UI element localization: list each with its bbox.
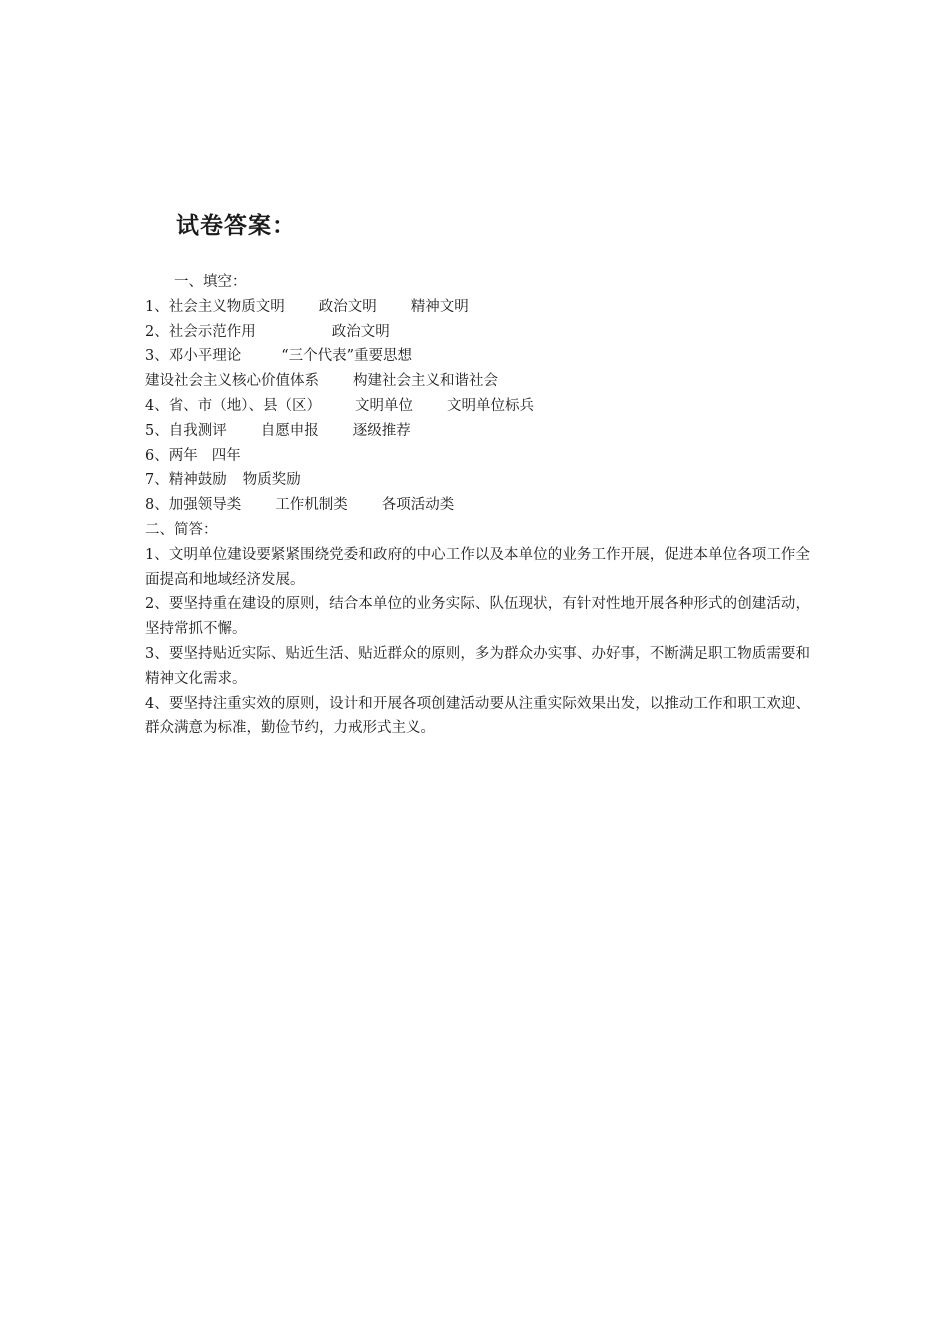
fill-item-4-part-2: 文明单位 — [354, 397, 413, 414]
fill-item-3-part-3: 建设社会主义核心价值体系 — [145, 373, 319, 390]
fill-item-7-part-1: 7、精神鼓励 — [145, 472, 227, 489]
answer-content — [145, 270, 810, 741]
fill-item-2 — [145, 320, 810, 345]
answer-paragraph-1: 1、文明单位建设要紧紧围绕党委和政府的中心工作以及本单位的业务工作开展，促进本单位各项工作全面提高和地域经济发展。 — [145, 546, 810, 588]
fill-item-8-part-2: 工作机制类 — [275, 497, 348, 514]
fill-item-8-part-1: 8、加强领导类 — [145, 497, 242, 514]
fill-item-1-part-2: 政治文明 — [318, 298, 377, 315]
fill-item-1-part-3: 精神文明 — [410, 298, 469, 315]
fill-item-3-part-1: 3、邓小平理论 — [145, 348, 242, 365]
section-heading-short-answer: 二、简答： — [145, 521, 218, 538]
fill-item-5-part-1: 5、自我测评 — [145, 422, 227, 439]
fill-item-5 — [145, 419, 810, 444]
fill-item-5-part-3: 逐级推荐 — [352, 422, 411, 439]
fill-item-6-part-1: 6、两年 — [145, 447, 198, 464]
fill-item-3-part-4: 构建社会主义和谐社会 — [353, 373, 498, 390]
fill-item-7-part-2: 物质奖励 — [242, 472, 301, 489]
fill-item-3 — [145, 344, 810, 369]
section-heading-fill-blank: 一、填空： — [174, 274, 247, 290]
fill-item-2-part-2: 政治文明 — [331, 323, 390, 340]
fill-item-2-part-1: 2、社会示范作用 — [145, 323, 256, 340]
fill-item-3-part-2: “三个代表”重要思想 — [281, 348, 413, 365]
fill-item-4 — [145, 394, 810, 419]
fill-item-4-part-3: 文明单位标兵 — [446, 397, 534, 414]
fill-item-6-part-2: 四年 — [211, 447, 241, 464]
fill-item-8 — [145, 493, 810, 518]
answer-paragraph-4: 4、要坚持注重实效的原则，设计和开展各项创建活动要从注重实际效果出发，以推动工作和职工欢迎、群众满意为标准，勤俭节约，力戒形式主义。 — [145, 695, 810, 737]
fill-item-5-part-2: 自愿申报 — [260, 422, 319, 439]
answer-paragraph-2: 2、要坚持重在建设的原则，结合本单位的业务实际、队伍现状，有针对性地开展各种形式的创建活动，坚持常抓不懈。 — [145, 596, 810, 638]
fill-item-6 — [145, 444, 810, 469]
document-title: 试卷答案： — [176, 213, 296, 239]
fill-item-7 — [145, 468, 810, 493]
fill-item-1-part-1: 1、社会主义物质文明 — [145, 298, 285, 315]
answer-paragraph-3: 3、要坚持贴近实际、贴近生活、贴近群众的原则，多为群众办实事、办好事，不断满足职工物质需要和精神文化需求。 — [145, 645, 810, 687]
fill-item-8-part-3: 各项活动类 — [381, 497, 455, 514]
fill-item-4-part-1: 4、省、市（地）、县（区） — [145, 397, 321, 414]
fill-item-1 — [145, 295, 810, 320]
fill-item-3-continued — [145, 369, 810, 394]
